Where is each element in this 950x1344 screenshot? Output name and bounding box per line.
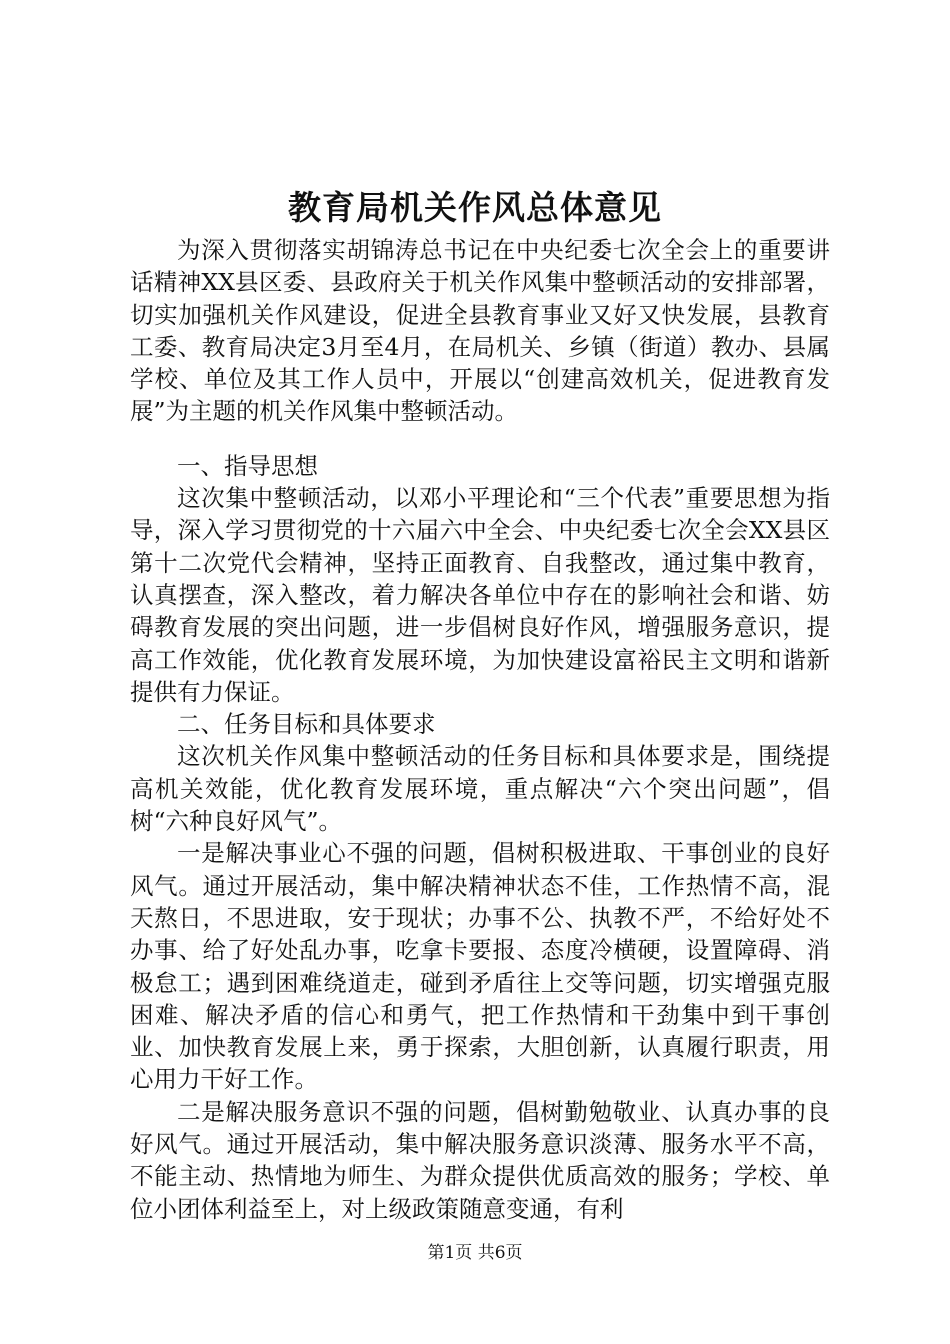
section-heading-tasks-requirements: 二、任务目标和具体要求 [177,710,436,739]
page-footer: 第1页 共6页 [427,1243,523,1263]
document-body [130,234,830,1225]
item-paragraph-two: 二是解决服务意识不强的问题，倡树勤勉敬业、认真办事的良好风气。通过开展活动，集中解决服务意识淡薄、服务水平不高，不能主动、热情地为师生、为群众提供优质高效的服务；学校、单位小团体利益至上，对上级政策随意变通，有利 [130,1097,830,1223]
section-paragraph-guiding-ideology: 这次集中整顿活动，以邓小平理论和“三个代表”重要思想为指导，深入学习贯彻党的十六届六中全会、中央纪委七次全会XX县区第十二次党代会精神，坚持正面教育、自我整改，通过集中教育，认真摆查，深入整改，着力解决各单位中存在的影响社会和谐、妨碍教育发展的突出问题，进一步倡树良好作风，增强服务意识，提高工作效能，优化教育发展环境，为加快建设富裕民主文明和谐新提供有力保证。 [130,484,830,706]
document-title: 教育局机关作风总体意见 [288,188,662,227]
section-paragraph-tasks-requirements: 这次机关作风集中整顿活动的任务目标和具体要求是，围绕提高机关效能，优化教育发展环境，重点解决“六个突出问题”，倡树“六种良好风气”。 [130,742,830,836]
section-heading-guiding-ideology: 一、指导思想 [177,451,318,480]
item-paragraph-one: 一是解决事业心不强的问题，倡树积极进取、干事创业的良好风气。通过开展活动，集中解决精神状态不佳，工作热情不高，混天熬日，不思进取，安于现状；办事不公、执教不严，不给好处不办事、给了好处乱办事，吃拿卡要报、态度冷横硬，设置障碍、消极怠工；遇到困难绕道走，碰到矛盾往上交等问题，切实增强克服困难、解决矛盾的信心和勇气，把工作热情和干劲集中到干事创业、加快教育发展上来，勇于探索，大胆创新，认真履行职责，用心用力干好工作。 [130,839,830,1094]
intro-paragraph: 为深入贯彻落实胡锦涛总书记在中央纪委七次全会上的重要讲话精神XX县区委、县政府关于机关作风集中整顿活动的安排部署，切实加强机关作风建设，促进全县教育事业又好又快发展，县教育工委、教育局决定3月至4月，在局机关、乡镇（街道）教办、县属学校、单位及其工作人员中，开展以“创建高效机关，促进教育发展”为主题的机关作风集中整顿活动。 [130,236,830,426]
